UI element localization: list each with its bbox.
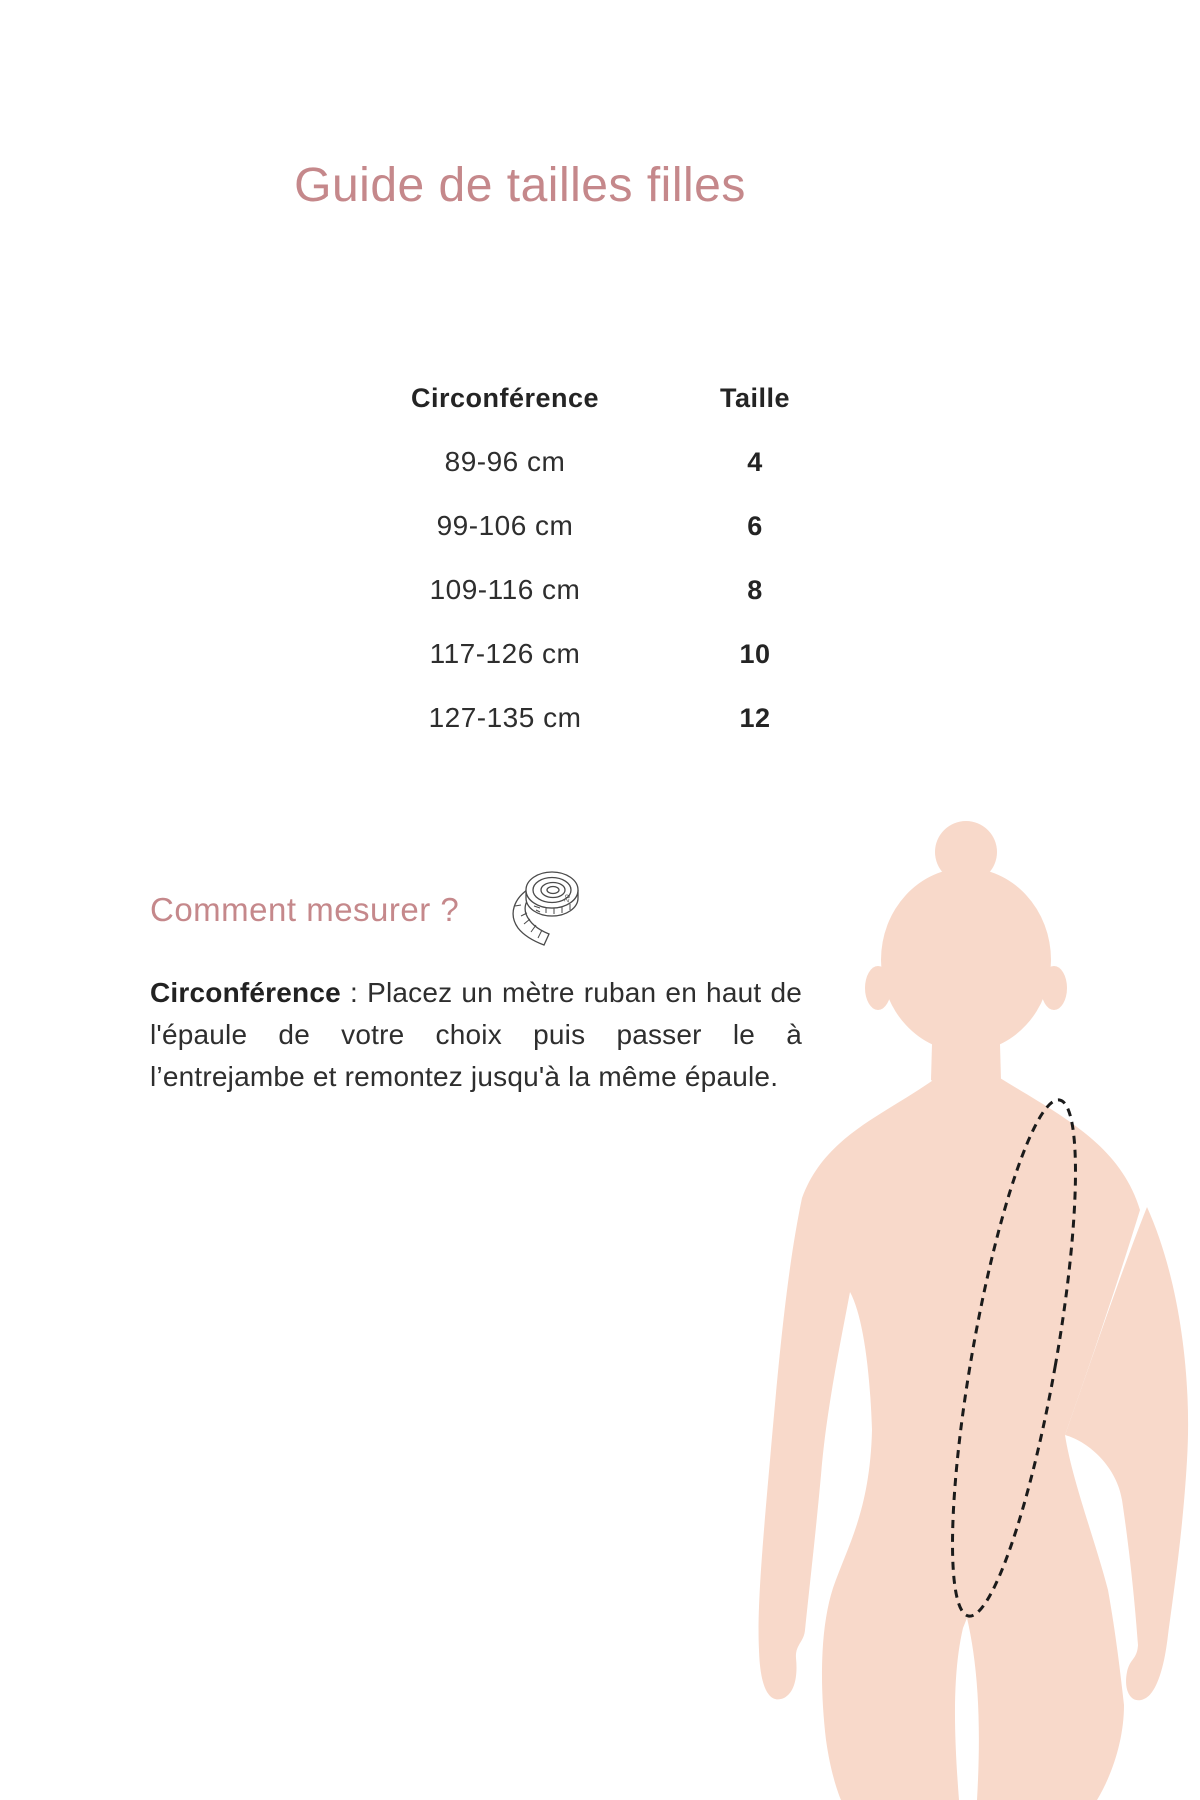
instruction-body: : Placez un mètre ruban en haut de l'épaule de votre choix puis passer le à l’entrejambe et remontez jusqu'à la même épaule. bbox=[150, 977, 802, 1092]
table-row bbox=[345, 494, 845, 558]
how-to-measure-heading: Comment mesurer ? bbox=[150, 891, 460, 928]
size-table-header-row bbox=[345, 366, 845, 430]
size-value: 4 bbox=[747, 446, 763, 477]
size-value: 12 bbox=[739, 702, 771, 733]
column-header-circumference: Circonférence bbox=[410, 382, 600, 413]
size-table bbox=[345, 366, 845, 750]
circumference-value: 127-135 cm bbox=[428, 702, 582, 733]
size-value: 10 bbox=[739, 638, 771, 669]
tape-number-label: 20 bbox=[563, 893, 573, 903]
circumference-value: 117-126 cm bbox=[429, 638, 581, 669]
size-value: 6 bbox=[747, 510, 763, 541]
instruction-term: Circonférence bbox=[150, 977, 341, 1008]
table-row bbox=[345, 558, 845, 622]
measuring-tape-icon bbox=[506, 866, 588, 951]
column-header-size: Taille bbox=[719, 382, 791, 413]
table-row bbox=[345, 622, 845, 686]
size-value: 8 bbox=[747, 574, 763, 605]
girl-body-silhouette bbox=[700, 720, 1200, 1800]
silhouette-shapes bbox=[759, 821, 1189, 1800]
circumference-value: 99-106 cm bbox=[436, 510, 574, 541]
table-row bbox=[345, 430, 845, 494]
circumference-value: 89-96 cm bbox=[444, 446, 566, 477]
page-title: Guide de tailles filles bbox=[294, 159, 746, 212]
circumference-value: 109-116 cm bbox=[429, 574, 581, 605]
